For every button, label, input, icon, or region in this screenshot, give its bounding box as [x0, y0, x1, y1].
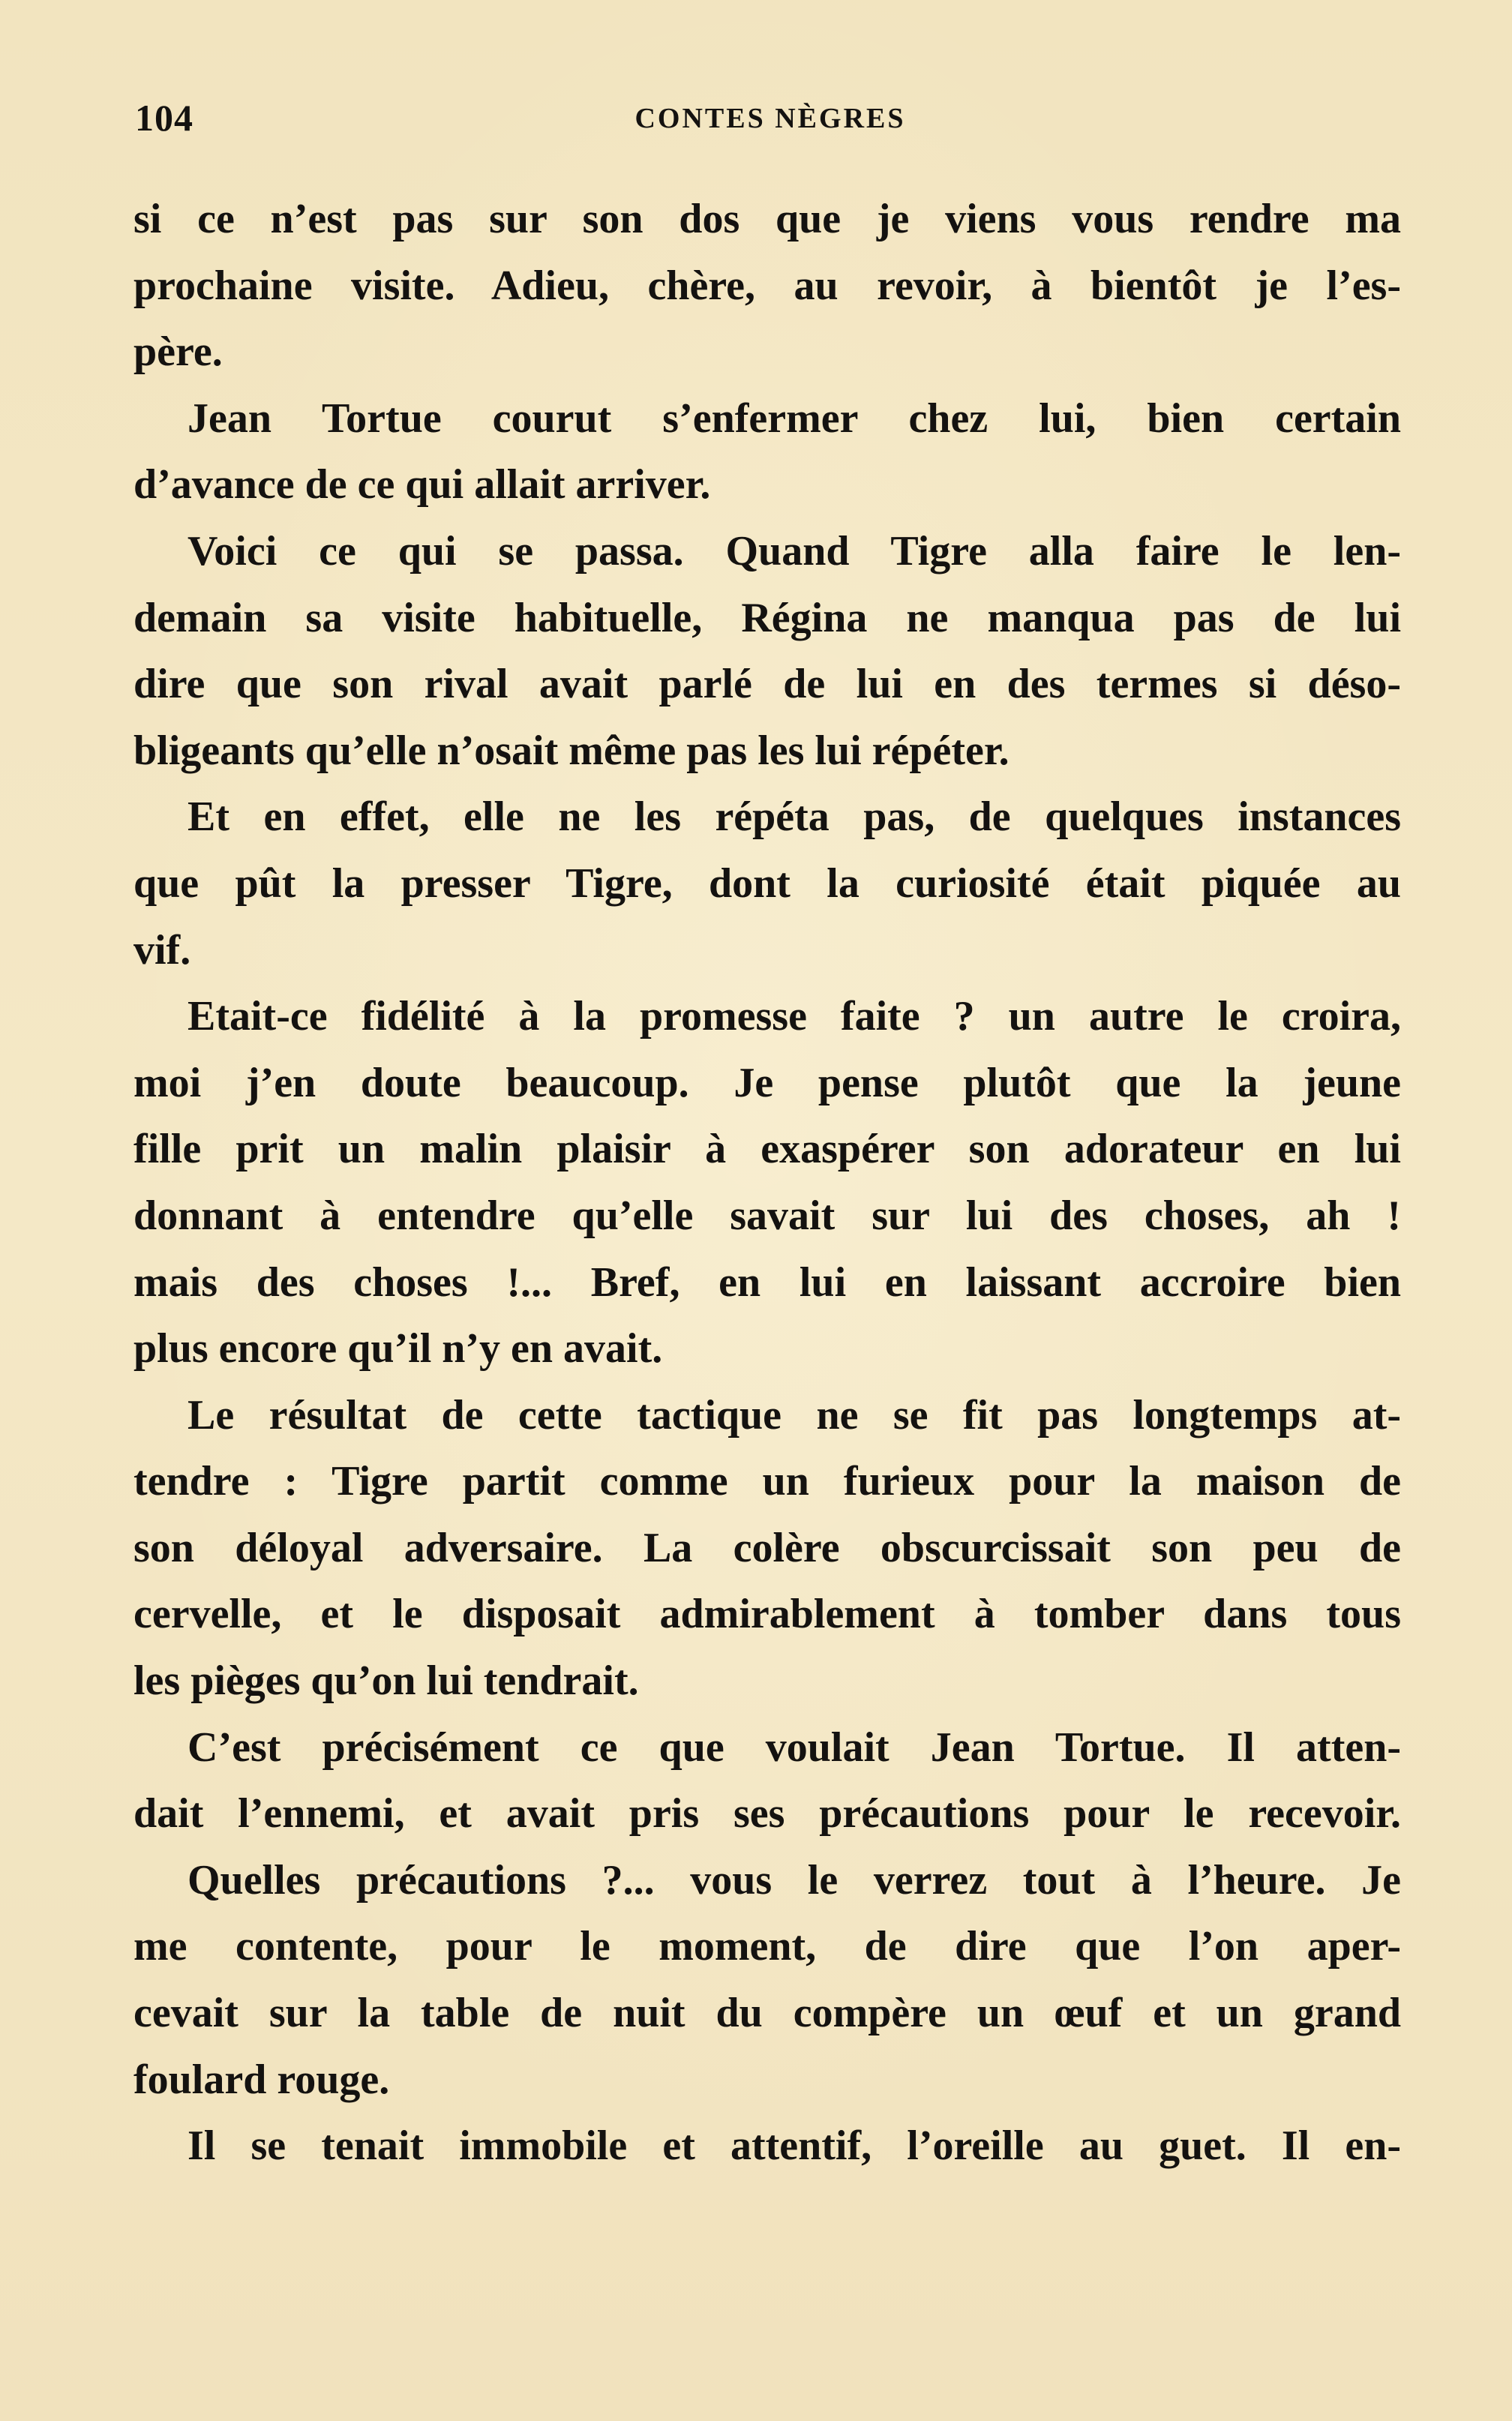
text-line: demain sa visite habituelle, Régina ne manqua pas de lui — [134, 594, 1401, 641]
text-line: que pût la presser Tigre, dont la curiosité était piquée au — [134, 860, 1401, 907]
text-line: Quelles précautions ?... vous le verrez tout à l’heure. Je — [188, 1856, 1401, 1904]
text-line: moi j’en doute beaucoup. Je pense plutôt que la jeune — [134, 1059, 1401, 1106]
text-line: plus encore qu’il n’y en avait. — [134, 1325, 663, 1372]
body-text — [134, 186, 1401, 2180]
text-line: Etait-ce fidélité à la promesse faite ? un autre le croira, — [188, 993, 1401, 1040]
text-line: si ce n’est pas sur son dos que je viens vous rendre ma — [134, 196, 1401, 242]
text-line: mais des choses !... Bref, en lui en laissant accroire bien — [134, 1258, 1401, 1306]
text-line: donnant à entendre qu’elle savait sur lui des choses, ah ! — [134, 1192, 1401, 1239]
text-line: les pièges qu’on lui tendrait. — [134, 1658, 639, 1705]
text-line: C’est précisément ce que voulait Jean Tortue. Il atten- — [188, 1724, 1401, 1771]
text-line: me contente, pour le moment, de dire que l’on aper- — [134, 1923, 1401, 1970]
page-number: 104 — [135, 97, 194, 139]
text-line: bligeants qu’elle n’osait même pas les lui répéter. — [134, 727, 1010, 774]
text-line: dait l’ennemi, et avait pris ses précautions pour le recevoir. — [134, 1790, 1401, 1838]
text-line: Jean Tortue courut s’enfermer chez lui, bien certain — [188, 394, 1401, 442]
running-title: CONTES NÈGRES — [634, 103, 906, 134]
text-line: tendre : Tigre partit comme un furieux pour la maison de — [134, 1458, 1401, 1505]
text-line: d’avance de ce qui allait arriver. — [134, 461, 711, 508]
text-line: Le résultat de cette tactique ne se fit pas longtemps at- — [188, 1391, 1401, 1438]
text-line: père. — [134, 328, 223, 376]
text-line: prochaine visite. Adieu, chère, au revoir, à bientôt je l’es- — [134, 262, 1401, 309]
text-line: dire que son rival avait parlé de lui en des termes si déso- — [134, 661, 1401, 708]
text-line: fille prit un malin plaisir à exaspérer son adorateur en lui — [134, 1126, 1401, 1173]
text-line: Et en effet, elle ne les répéta pas, de quelques instances — [188, 794, 1401, 841]
text-line: son déloyal adversaire. La colère obscurcissait son peu de — [134, 1524, 1401, 1571]
text-line: cevait sur la table de nuit du compère un œuf et un grand — [134, 1990, 1401, 2037]
text-line: Il se tenait immobile et attentif, l’oreille au guet. Il en- — [188, 2122, 1401, 2170]
text-line: Voici ce qui se passa. Quand Tigre alla faire le len- — [188, 527, 1401, 574]
text-line: vif. — [134, 926, 191, 974]
text-line: foulard rouge. — [134, 2056, 390, 2103]
page-header — [135, 96, 1400, 141]
text-line: cervelle, et le disposait admirablement à tomber dans tous — [134, 1591, 1401, 1638]
